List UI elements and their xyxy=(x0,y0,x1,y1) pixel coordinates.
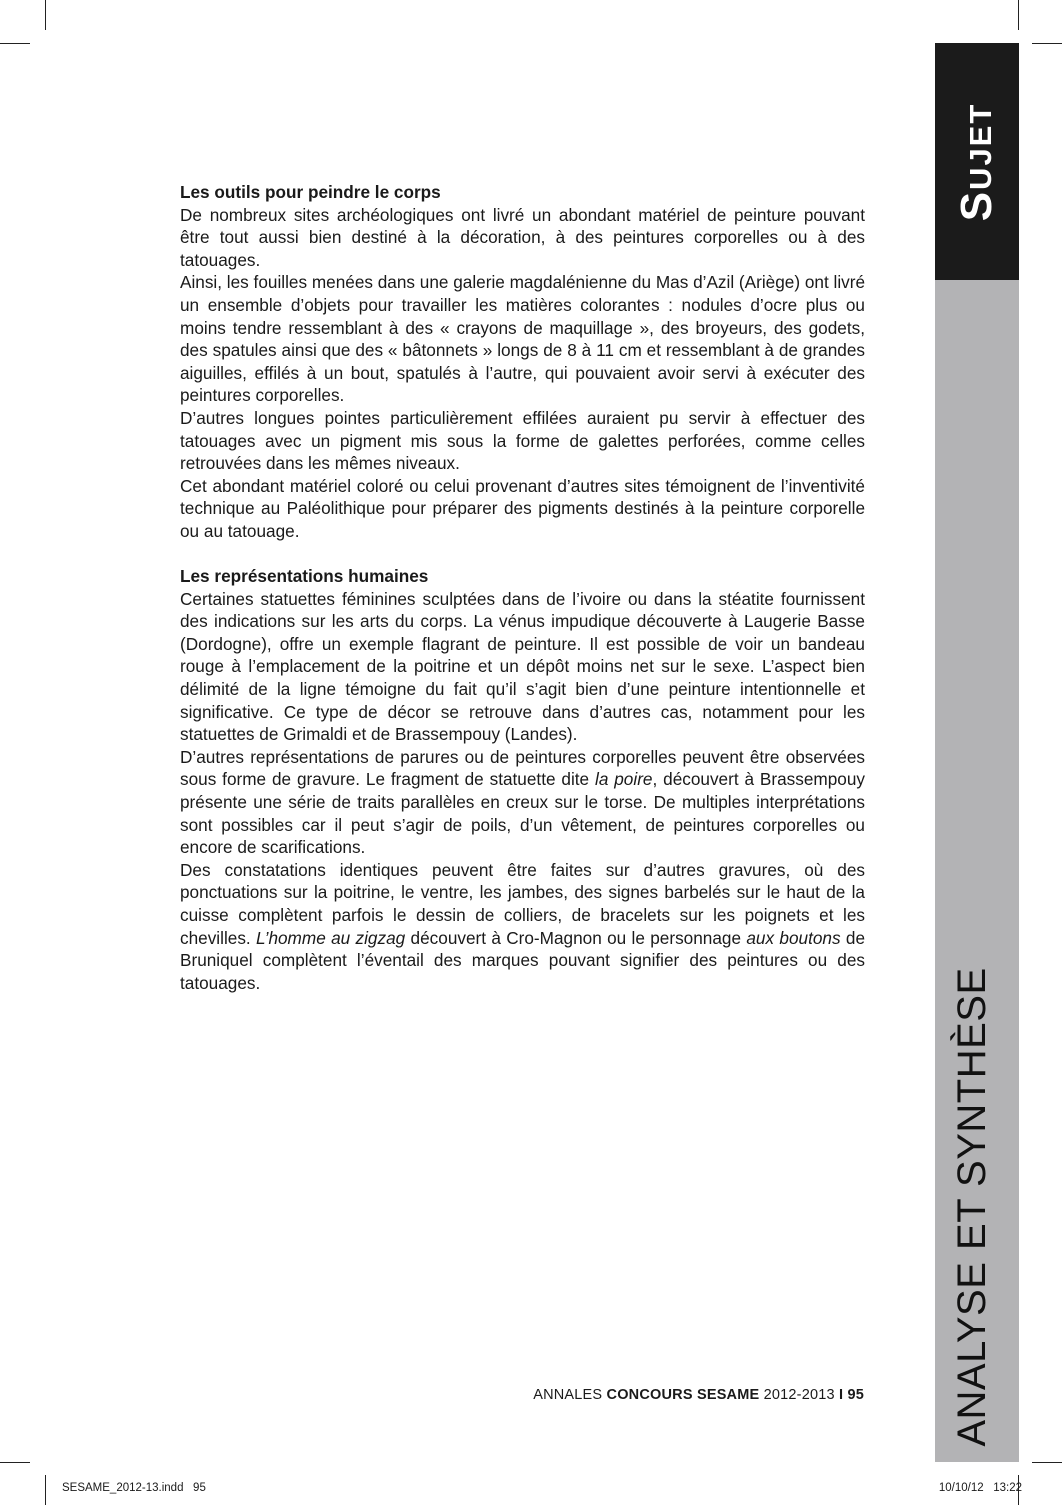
paragraph: Ainsi, les fouilles menées dans une galerie magdalénienne du Mas d’Azil (Ariège) ont livré un ensemble d’objets pour travailler les matières colorantes : nodules d’ocre plus ou moins tendre ressemblant à des « crayons de maquillage », des broyeurs, des godets, des spatules ainsi que des « bâtonnets » longs de 8 à 11 cm et ressemblant à de grandes aiguilles, effilés à un bout, spatulés à l’autre, qui pouvaient avoir servi à exécuter des peintures corporelles. xyxy=(180,272,866,406)
text-run: D’autres représentations de parures ou de peintures corporelles peuvent être observées sous forme de gravure. Le fragment de statuette dite xyxy=(180,746,865,790)
section-tab-label: ANALYSE ET SYNTHÈSE xyxy=(950,967,994,1447)
sujet-tab-label: Sujet xyxy=(952,102,1001,222)
section-heading: Les représentations humaines xyxy=(180,566,429,587)
folio-annales: ANNALES xyxy=(533,1387,607,1403)
paragraph xyxy=(180,746,865,859)
paragraph: De nombreux sites archéologiques ont livré un abondant matériel de peinture pouvant être tout aussi bien destiné à la décoration, à des peintures corporelles ou à des tatouages. xyxy=(180,204,865,270)
paragraph xyxy=(180,859,865,995)
slug-filename: SESAME_2012-13.indd 95 xyxy=(62,1482,206,1494)
text-run: de Bruniquel complètent l’éventail des marques pouvant signifier des peintures ou des tatouages. xyxy=(180,927,866,993)
text-run: Des constatations identiques peuvent être faites sur d’autres gravures, où des ponctuations sur la poitrine, le ventre, les jambes, des signes barbelés sur le haut de la cuisse complètent parfois le dessin de colliers, de bracelets sur les poignets et les chevilles. xyxy=(180,859,865,948)
paragraph: Certaines statuettes féminines sculptées dans de l’ivoire ou dans la stéatite fournissent des indications sur les arts du corps. La vénus impudique découverte à Laugerie Basse (Dordogne), offre un exemple flagrant de peinture. Il est possible de voir un bandeau rouge à l’emplacement de la poitrine et un dépôt moins net sur le sexe. L’aspect bien délimité de la ligne témoigne du fait qu’il s’agit bien d’une peinture intentionnelle et significative. Ce type de décor se retrouve dans d’autres cas, notamment pour les statuettes de Grimaldi et de Brassempouy (Landes). xyxy=(180,588,865,745)
text-run: découvert à Cro-Magnon ou le personnage xyxy=(405,927,747,948)
crop-mark xyxy=(0,43,30,44)
folio-years: 2012-2013 xyxy=(759,1387,839,1403)
folio-separator: I xyxy=(839,1387,844,1403)
crop-mark xyxy=(1018,0,1019,30)
text-run: , découvert à Brassempouy présente une série de traits parallèles en creux sur le torse. De multiples interprétations sont possibles car il peut s’agir de poils, d’un vêtement, de peintures corporelles ou encore de scarifications. xyxy=(180,769,866,858)
folio-concours: CONCOURS SESAME xyxy=(606,1387,760,1403)
spacer xyxy=(180,543,865,566)
crop-mark xyxy=(45,1475,46,1505)
crop-mark xyxy=(0,1462,30,1463)
section-heading: Les outils pour peindre le corps xyxy=(180,182,441,202)
page-folio xyxy=(533,1387,864,1403)
paragraph: Cet abondant matériel coloré ou celui provenant d’autres sites témoignent de l’inventivité technique au Paléolithique pour préparer des pigments destinés à la peinture corporelle ou au tatouage. xyxy=(180,475,865,541)
slug-datetime: 10/10/12 13:22 xyxy=(938,1482,1022,1494)
paragraph: D’autres longues pointes particulièrement effilées auraient pu servir à effectuer des tatouages avec un pigment mis sous la forme de galettes perforées, comme celles retrouvées dans les mêmes niveaux. xyxy=(180,407,865,474)
italic-title: aux boutons xyxy=(746,927,841,948)
crop-mark xyxy=(45,0,46,30)
italic-title: L’homme au zigzag xyxy=(256,927,406,948)
italic-title: la poire xyxy=(595,769,653,790)
crop-mark xyxy=(1032,43,1062,44)
page-number: 95 xyxy=(843,1387,864,1403)
crop-mark xyxy=(1032,1462,1062,1463)
body-column xyxy=(180,181,865,994)
